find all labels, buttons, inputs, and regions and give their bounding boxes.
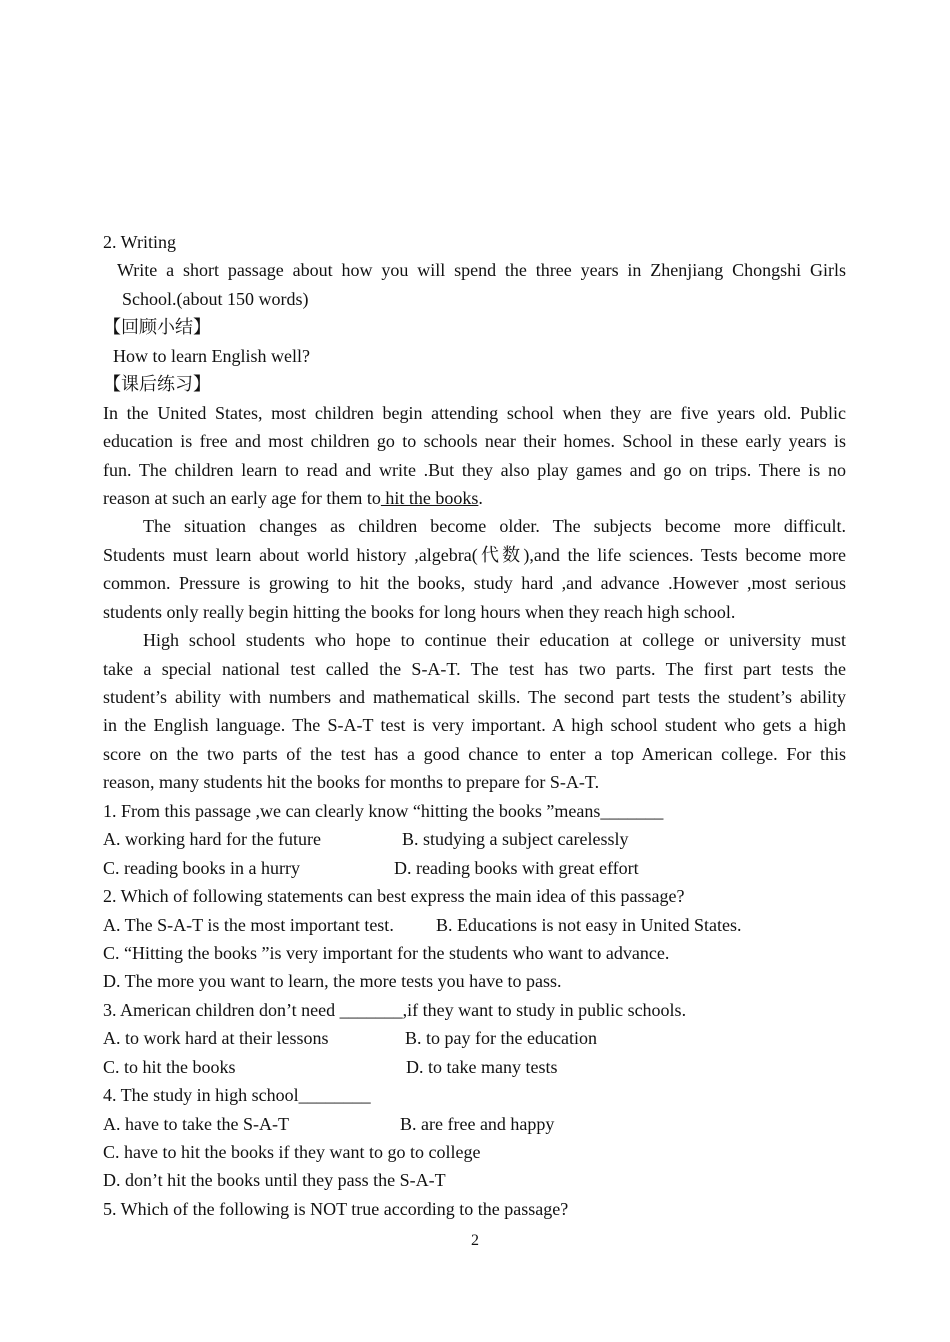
q3-option-c: C. to hit the books — [103, 1056, 236, 1077]
q4-option-b: B. are free and happy — [400, 1113, 555, 1134]
q1-option-b: B. studying a subject carelessly — [402, 829, 629, 850]
question-3-options-row-2 — [103, 1053, 846, 1081]
question-3-stem: 3. American children don’t need _______,if they want to study in public schools. — [103, 999, 687, 1020]
passage-p3-last-line: reason, many students hit the books for months to prepare for S-A-T. — [103, 772, 600, 793]
q3-option-a: A. to work hard at their lessons — [103, 1028, 329, 1049]
q1-option-c: C. reading books in a hurry — [103, 857, 300, 878]
q2-option-b: B. Educations is not easy in United States. — [436, 914, 742, 935]
passage-p1-last-line — [103, 484, 846, 512]
q2-option-d: D. The more you want to learn, the more tests you have to pass. — [103, 971, 562, 992]
passage-p2-last-line: students only really begin hitting the books for long hours when they reach high school. — [103, 601, 736, 622]
passage-p1-line: In the United States, most children begin attending school when they are five years old. Public — [103, 402, 846, 423]
writing-heading: 2. Writing — [103, 232, 176, 252]
passage-p3-line: student’s ability with numbers and mathematical skills. The second part tests the student’s ability — [103, 687, 846, 707]
q2-option-a: A. The S-A-T is the most important test. — [103, 914, 394, 935]
passage-p3-line: take a special national test called the S-A-T. The test has two parts. The first part tests the — [103, 658, 846, 679]
question-4-stem: 4. The study in high school________ — [103, 1085, 371, 1106]
writing-prompt-line-1: Write a short passage about how you will spend the three years in Zhenjiang Chongshi Girls — [117, 260, 846, 281]
question-1-stem: 1. From this passage ,we can clearly know “hitting the books ”means_______ — [103, 800, 664, 821]
q1-option-a: A. working hard for the future — [103, 829, 321, 850]
passage-p3-line: in the English language. The S-A-T test is very important. A high school student who gets a high — [103, 715, 846, 736]
passage-p1-line: fun. The children learn to read and write .But they also play games and go on trips. There is no — [103, 459, 846, 480]
underlined-phrase: hit the books — [380, 487, 479, 508]
q2-option-c: C. “Hitting the books ”is very important for the students who want to advance. — [103, 942, 670, 963]
question-1-options-row-2 — [103, 854, 846, 882]
q1-option-d: D. reading books with great effort — [394, 857, 639, 878]
writing-prompt-line-2: School.(about 150 words) — [122, 288, 309, 309]
review-heading: 【回顾小结】 — [103, 317, 211, 338]
exercise-heading: 【课后练习】 — [103, 374, 211, 395]
passage-p2-line: Students must learn about world history ,algebra(代数),and the life sciences. Tests become more — [103, 544, 846, 565]
passage-p2-line: common. Pressure is growing to hit the books, study hard ,and advance .However ,most serious — [103, 573, 846, 594]
question-2-stem: 2. Which of following statements can best express the main idea of this passage? — [103, 886, 685, 907]
page-number: 2 — [471, 1232, 479, 1249]
passage-p2-line: The situation changes as children become older. The subjects become more difficult. — [143, 516, 846, 537]
page-content — [103, 228, 846, 1223]
q4-option-a: A. have to take the S-A-T — [103, 1113, 289, 1134]
review-question: How to learn English well? — [113, 345, 310, 366]
question-5-stem: 5. Which of the following is NOT true according to the passage? — [103, 1198, 569, 1219]
passage-p1-line: education is free and most children go to schools near their homes. School in these early years is — [103, 431, 846, 452]
q4-option-d: D. don’t hit the books until they pass the S-A-T — [103, 1170, 446, 1191]
passage-p1-last-pre: reason at such an early age for them to — [103, 487, 381, 508]
passage-p3-line: score on the two parts of the test has a good chance to enter a top American college. For this — [103, 743, 846, 764]
question-3-options-row-1 — [103, 1024, 846, 1052]
q4-option-c: C. have to hit the books if they want to go to college — [103, 1142, 481, 1162]
q3-option-b: B. to pay for the education — [405, 1028, 597, 1049]
question-1-options-row-1 — [103, 825, 846, 853]
passage-p3-line: High school students who hope to continue their education at college or university must — [143, 630, 846, 651]
q3-option-d: D. to take many tests — [406, 1056, 558, 1077]
question-2-options-row-1 — [103, 911, 846, 939]
question-4-options-row-1 — [103, 1110, 846, 1138]
passage-p1-last-post: . — [478, 487, 483, 508]
